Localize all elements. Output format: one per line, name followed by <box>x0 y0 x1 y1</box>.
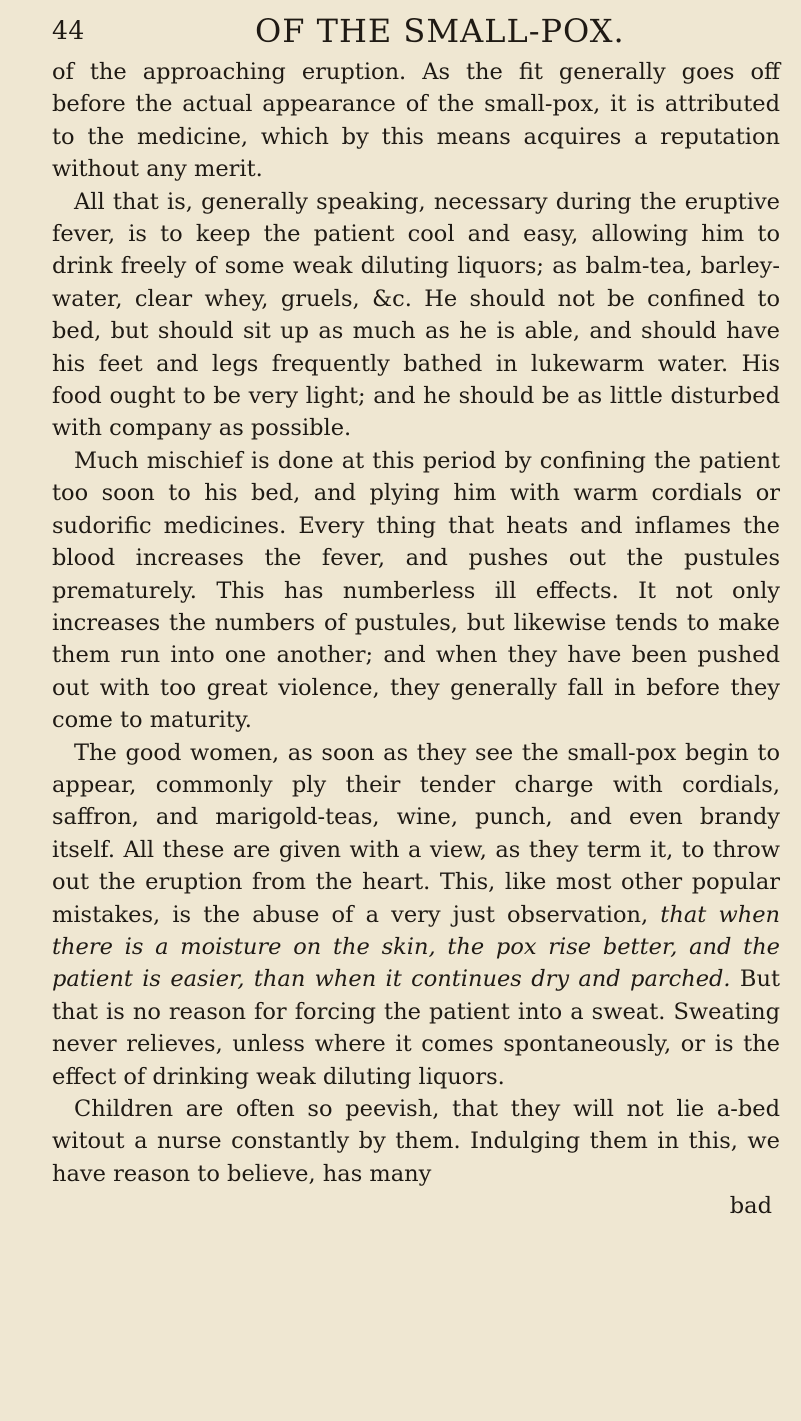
paragraph-4 <box>52 737 780 1093</box>
paragraph-4-text-start: The good women, as soon as they see the small-pox begin to appear, commonly ply their tender charge with cordials, saffron, and marigold-teas, wine, punch, and even brandy itself. All these are given with a view, as they term it, to throw out the eruption from the heart. This, like most other popular mistakes, is the abuse of a very just observation, <box>52 739 780 928</box>
paragraph-4-text-end: But that is no reason for forcing the patient into a sweat. Sweating never relieves, unless where it comes spontaneously, or is the effect of drinking weak diluting liquors. <box>52 966 780 1090</box>
paragraph-2: All that is, generally speaking, necessary during the eruptive fever, is to keep the patient cool and easy, allowing him to drink freely of some weak diluting liquors; as balm-tea, barley-water, clear whey, gruels, &c. He should not be confined to bed, but should sit up as much as he is able, and should have his feet and legs frequently bathed in lukewarm water. His food ought to be very light; and he should be as little disturbed with company as possible. <box>52 188 780 442</box>
paragraph-3: Much mischief is done at this period by confining the patient too soon to his bed, and plying him with warm cordials or sudorific medicines. Every thing that heats and inflames the blood increases the fever, and pushes out the pustules prematurely. This has numberless ill effects. It not only increases the numbers of pustules, but likewise tends to make them run into one another; and when they have been pushed out with too great violence, they generally fall in before they come to maturity. <box>52 447 780 734</box>
chapter-title: OF THE SMALL-POX. <box>255 12 625 50</box>
paragraph-5: Children are often so peevish, that they will not lie a-bed witout a nurse constantly by them. Indulging them in this, we have reason to believe, has many <box>52 1096 780 1187</box>
page-number: 44 <box>52 16 85 45</box>
body-text <box>52 56 780 1190</box>
running-head <box>52 12 783 50</box>
catchword: bad <box>729 1193 772 1220</box>
paragraph-1: of the approaching eruption. As the fit generally goes off before the actual appearance of the small-pox, it is attributed to the medicine, which by this means acquires a reputation without any merit. <box>52 59 780 183</box>
paragraph-4-italic-quote: that when there is a moisture on the skin, the pox rise better, and the patient is easier, than when it continues dry and parched. <box>52 901 780 993</box>
